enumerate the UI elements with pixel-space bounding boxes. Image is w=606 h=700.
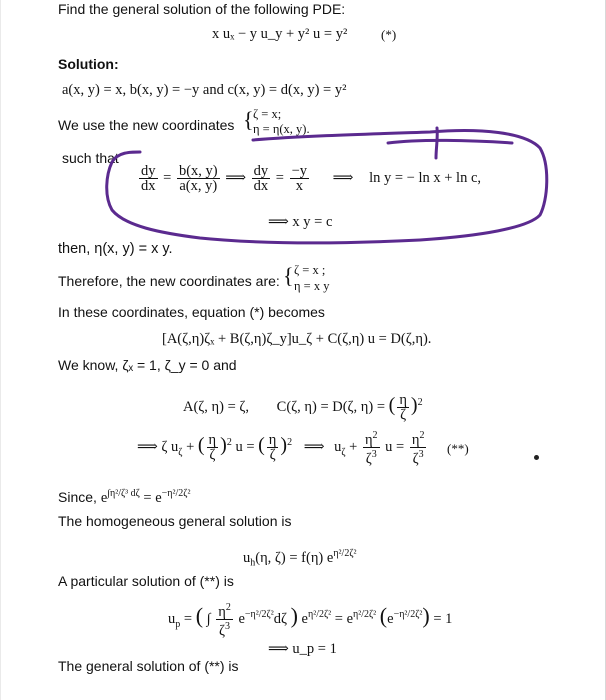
A-C-equation: A(ζ, η) = ζ, C(ζ, η) = D(ζ, η) = ( $\frac{\eta}{\zeta}$ )$^2$ bbox=[183, 392, 423, 423]
up-result: ⟹ u_p = 1 bbox=[268, 641, 337, 657]
then-eta-line: then, η(x, y) = x y. bbox=[58, 241, 173, 257]
homogeneous-text: The homogeneous general solution is bbox=[58, 513, 292, 529]
brace-1: { bbox=[243, 107, 254, 132]
coefficients-line: a(x, y) = x, b(x, y) = −y and c(x, y) = d(x, y) = y² bbox=[62, 82, 347, 98]
since-line: Since, $e^{\int\eta^2/\zeta^3 d\zeta} = e^{-\eta^2/2\zeta^2}$ bbox=[58, 488, 191, 506]
solution-label: Solution: bbox=[58, 56, 119, 72]
particular-text: A particular solution of (**) is bbox=[58, 573, 234, 589]
brace-2: { bbox=[283, 263, 294, 288]
zeta-definition: ζ = x; bbox=[253, 107, 282, 121]
problem-title: Find the general solution of the following PDE: bbox=[58, 1, 346, 17]
therefore-text: Therefore, the new coordinates are: bbox=[58, 273, 280, 289]
annotation-cross-vertical bbox=[436, 128, 437, 158]
annotation-cross-horizontal bbox=[388, 140, 512, 143]
coord-eta: η = x y bbox=[294, 279, 330, 293]
frac-dy-dx-2: $\frac{dy}{dx}$ bbox=[253, 163, 269, 195]
new-coordinates-text: We use the new coordinates bbox=[58, 117, 235, 133]
coord-zeta: ζ = x ; bbox=[294, 263, 326, 277]
frac-b-over-a: $\frac{b(x, y)}{a(x, y)}$ bbox=[178, 163, 218, 195]
transformed-equation: [A(ζ,η)ζₓ + B(ζ,η)ζ_y]u_ζ + C(ζ,η) u = D(ζ,η). bbox=[162, 331, 432, 347]
pde-text: x uₓ − y u_y + y² u = y² bbox=[212, 26, 348, 42]
ode-step: $\frac{dy}{dx}$ = $\frac{b(x, y)}{a(x, y)}$ ⟹ $\frac{dy}{dx}$ = $\frac{-y}{x}$ ⟹ ln y = − ln x + ln c, bbox=[141, 163, 482, 195]
in-coordinates-text: In these coordinates, equation (*) becomes bbox=[58, 304, 325, 320]
we-know-line: We know, ζₓ = 1, ζ_y = 0 and bbox=[58, 357, 237, 373]
uh-equation: $u_h(\eta$, ζ) = f(η) $e^{\eta^2/2\zeta^2}$ bbox=[243, 548, 357, 569]
frac-minus-y-over-x: $\frac{-y}{x}$ bbox=[291, 163, 308, 195]
annotation-loop bbox=[107, 131, 547, 243]
pde-tag: (*) bbox=[381, 27, 397, 42]
general-solution-text: The general solution of (**) is bbox=[58, 658, 239, 674]
eta-definition: η = η(x, y). bbox=[253, 122, 310, 136]
reduced-tag: (**) bbox=[447, 441, 469, 456]
reduced-equation: ⟹ ζ $u_\zeta$ + ( $\frac{\eta}{\zeta}$ )$^2$ u = ( $\frac{\eta}{\zeta}$ )$^2$ ⟹ $u_\zeta$ + $\frac{\eta^2}{\zeta^3}$ u = $\frac{\eta^2}{\zeta^3}$ bbox=[137, 430, 425, 467]
such-that-text: such that bbox=[62, 150, 119, 166]
frac-dy-dx: $\frac{dy}{dx}$ bbox=[141, 163, 156, 195]
up-equation: $u_p$ = ( ∫ $\frac{\eta^2}{\zeta^3}$ $e^{-\eta^2/2\zeta^2}d\zeta$ ) $e^{\eta^2/2\zeta^2} = e^{\eta^2/2\zeta^2}$ $(e^{-\eta^2/2\zeta^2}) = 1$ bbox=[168, 602, 453, 639]
ode-result: ⟹ x y = c bbox=[268, 214, 333, 230]
